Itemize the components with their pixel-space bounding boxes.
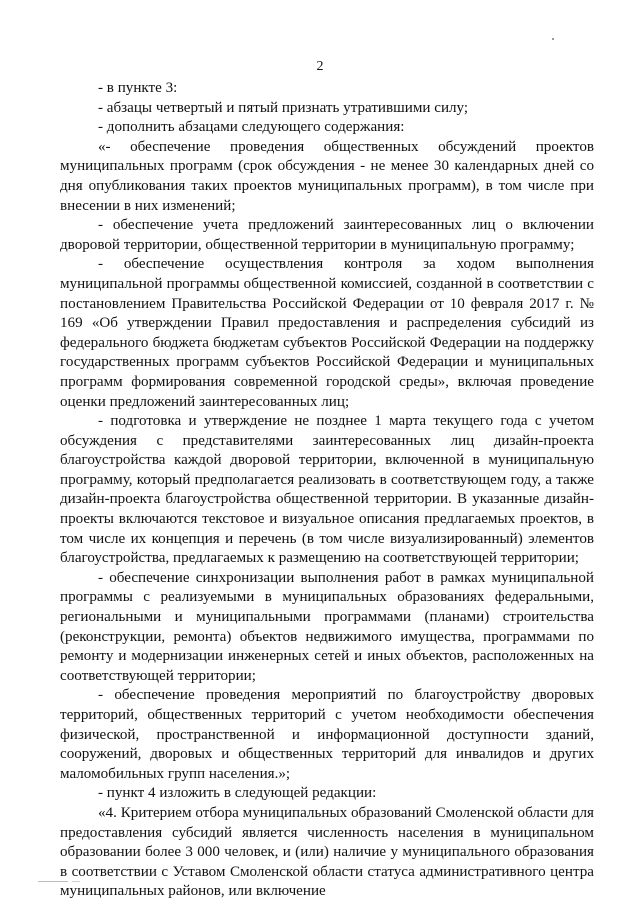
paragraph-5: - обеспечение учета предложений заинтересованных лиц о включении дворовой территории, общественной территории в муниципальную программу; — [60, 217, 594, 253]
paragraph-6: - обеспечение осуществления контроля за ходом выполнения муниципальной программы общественной комиссией, созданной в соответствии с постановлением Правительства Российской Федерации от 10 февраля 2017 г. № 169 «Об утверждении Правил предоставления и распределения субсидий из федерального бюджета бюджетам субъектов Российской Федерации на поддержку государственных программ субъектов Российской Федерации и муниципальных программ формирования современной городской среды», включая проведение оценки предложений заинтересованных лиц; — [60, 256, 594, 410]
page-number: 2 — [316, 59, 324, 74]
scan-footer-mark-2 — [72, 881, 80, 882]
paragraph-3: - дополнить абзацами следующего содержания: — [98, 119, 405, 136]
paragraph-1: - в пункте 3: — [98, 80, 178, 96]
paragraph-8: - обеспечение синхронизации выполнения работ в рамках муниципальной программы с реализуемыми в муниципальных образованиях федеральными, региональными и муниципальными программами (планами) строительства (реконструкции, ремонта) объектов недвижимого имущества, программами по ремонту и модернизации инженерных сетей и иных объектов, расположенных на соответствующей территории; — [60, 569, 594, 684]
paragraph-4: «- обеспечение проведения общественных обсуждений проектов муниципальных программ (срок обсуждения - не менее 30 календарных дней со дня опубликования таких проектов муниципальных программ), в том числе при внесении в них изменений; — [60, 138, 594, 214]
paragraph-11: «4. Критерием отбора муниципальных образований Смоленской области для предоставления субсидий является численность населения в муниципальном образовании более 3 000 человек, и (или) наличие у муниципального образования в соответствии с Уставом Смоленской области статуса административного центра муниципальных районов, или включение — [60, 804, 594, 900]
document-body — [60, 79, 594, 902]
scan-corner-mark — [552, 38, 554, 40]
paragraph-7: - подготовка и утверждение не позднее 1 марта текущего года с учетом обсуждения с представителями заинтересованных лиц дизайн-проекта благоустройства каждой дворовой территории, включенной в муниципальную программу, который предполагается реализовать в соответствующем году, а также дизайн-проекта благоустройства общественной территории. В указанные дизайн-проекты включаются текстовое и визуальное описания предлагаемых проектов, в том числе их концепция и перечень (в том числе визуализированный) элементов благоустройства, предлагаемых к размещению на соответствующей территории; — [60, 413, 594, 567]
paragraph-2: - абзацы четвертый и пятый признать утратившими силу; — [98, 99, 469, 116]
scan-footer-mark — [38, 881, 68, 882]
paragraph-9: - обеспечение проведения мероприятий по благоустройству дворовых территорий, общественных территорий с учетом необходимости обеспечения физической, пространственной и информационной доступности зданий, сооружений, дворовых и общественных территорий для инвалидов и других маломобильных групп населения.»; — [60, 687, 594, 782]
paragraph-10: - пункт 4 изложить в следующей редакции: — [98, 785, 377, 802]
